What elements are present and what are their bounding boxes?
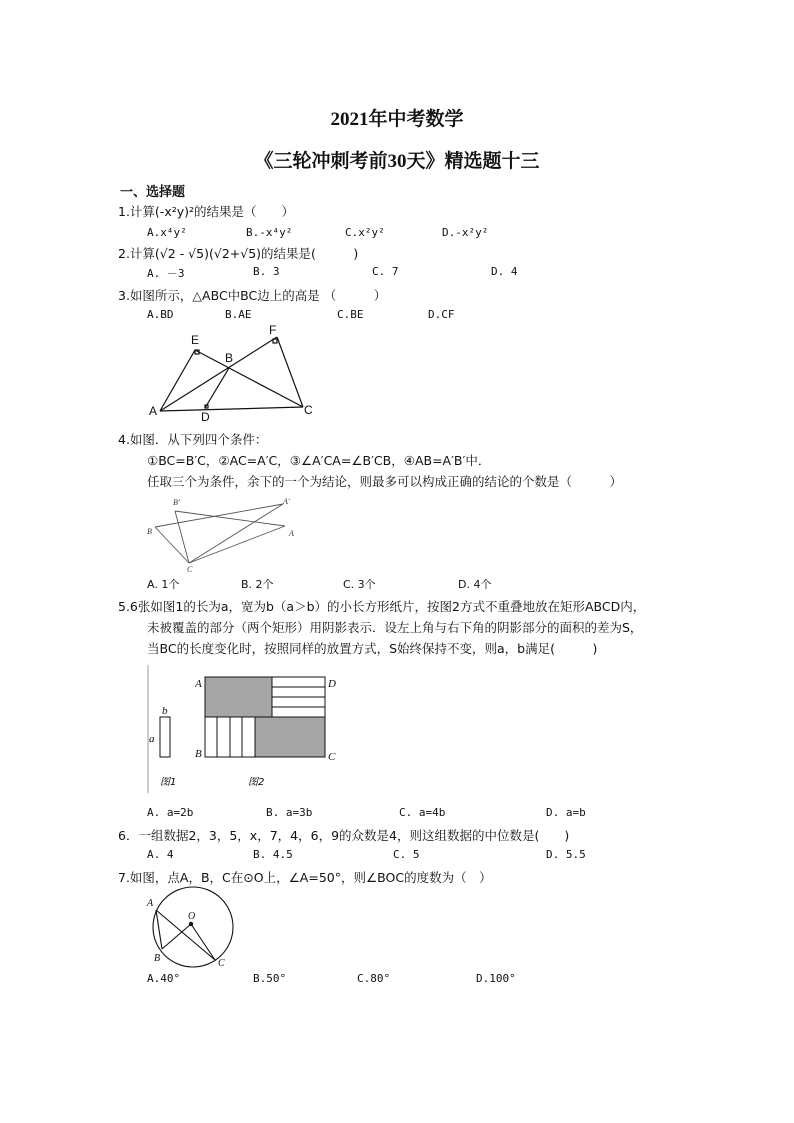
q3-option-a: A.BD [147,308,174,321]
q3-triangle-figure [145,322,325,422]
q5-option-b: B. a=3b [266,806,313,819]
question-3-stem: 3.如图所示，△ABC中BC边上的高是 （ ） [118,288,387,303]
q3-option-d: D.CF [428,308,455,321]
q7-label-c: C [218,958,225,969]
q7-label-o: O [188,911,196,922]
q7-option-b: B.50° [253,972,287,985]
q5-label-D: D [328,678,336,690]
q5-option-a: A. a=2b [147,806,194,819]
q1-option-b: B.-x⁴y² [246,226,293,239]
question-6-stem: 6．一组数据2，3，5，x，7，4，6，9的众数是4，则这组数据的中位数是( ) [118,828,570,843]
q4-option-a: A. 1个 [147,578,180,591]
q7-option-d: D.100° [476,972,516,985]
q6-option-d: D. 5.5 [546,848,586,861]
q3-option-b: B.AE [225,308,252,321]
q5-label-b: b [162,705,168,717]
q7-label-b: B [154,953,161,964]
q5-figure-1-caption: 图1 [160,777,177,788]
q5-label-C: C [328,751,336,763]
q4-label-a-prime: A′ [283,497,290,506]
q7-option-c: C.80° [357,972,391,985]
page-subtitle: 《三轮冲刺考前30天》精选题十三 [254,151,540,172]
q4-option-d: D. 4个 [458,578,492,591]
q6-option-a: A. 4 [147,848,174,861]
q4-option-c: C. 3个 [343,578,376,591]
q6-option-c: C. 5 [393,848,420,861]
q1-option-c: C.x²y² [345,226,385,239]
question-5-line-3: 当BC的长度变化时，按照同样的放置方式，S始终保持不变，则a，b满足( ) [147,641,598,656]
q5-figure-2-caption: 图2 [248,777,265,788]
q2-option-c: C. 7 [372,265,399,278]
page-title: 2021年中考数学 [330,109,464,130]
q3-option-c: C.BE [337,308,364,321]
q2-option-a: A. －3 [147,267,185,280]
q3-label-e: E [191,333,200,347]
q5-rectangles-figure [140,665,340,795]
q5-label-A: A [195,678,202,690]
q1-option-d: D.-x²y² [442,226,489,239]
q3-label-c: C [304,403,313,417]
q4-label-b-prime: B′ [173,498,180,507]
q2-option-d: D. 4 [491,265,518,278]
q4-label-c: C [187,565,193,574]
q5-option-c: C. a=4b [399,806,446,819]
q7-circle-figure [143,884,243,972]
question-5-line-2: 未被覆盖的部分（两个矩形）用阴影表示．设左上角与右下角的阴影部分的面积的差为S， [147,620,643,635]
q6-option-b: B. 4.5 [253,848,293,861]
q4-triangles-figure [145,494,300,574]
question-1-stem: 1.计算(-x²y)²的结果是（ ） [118,204,295,219]
q4-option-b: B. 2个 [241,578,274,591]
q3-label-f: F [269,323,277,337]
question-2-stem: 2.计算(√2 - √5)(√2+√5)的结果是( ) [118,246,359,261]
q3-label-a: A [149,404,158,418]
question-7-stem: 7.如图，点A，B，C在⊙O上，∠A=50°，则∠BOC的度数为（ ） [118,870,492,885]
q3-label-b: B [225,351,234,365]
question-4-stem: 4.如图．从下列四个条件： [118,432,268,447]
q4-label-a: A [289,529,294,538]
question-4-conditions: ①BC=B′C，②AC=A′C，③∠A′CA=∠B′CB，④AB=A′B′中． [147,453,491,468]
question-5-line-1: 5.6张如图1的长为a，宽为b（a＞b）的小长方形纸片，按图2方式不重叠地放在矩形ABCD内， [118,599,646,614]
question-4-task: 任取三个为条件，余下的一个为结论，则最多可以构成正确的结论的个数是（ ） [147,474,623,489]
section-heading: 一、选择题 [120,185,186,200]
q2-option-b: B. 3 [253,265,280,278]
q4-label-b: B [147,527,152,536]
q1-option-a: A.x⁴y² [147,226,187,239]
q5-option-d: D. a=b [546,806,586,819]
q3-label-d: D [201,410,210,422]
q7-option-a: A.40° [147,972,181,985]
q5-label-B: B [195,748,202,760]
q7-label-a: A [147,898,154,909]
q5-label-a: a [149,733,155,745]
